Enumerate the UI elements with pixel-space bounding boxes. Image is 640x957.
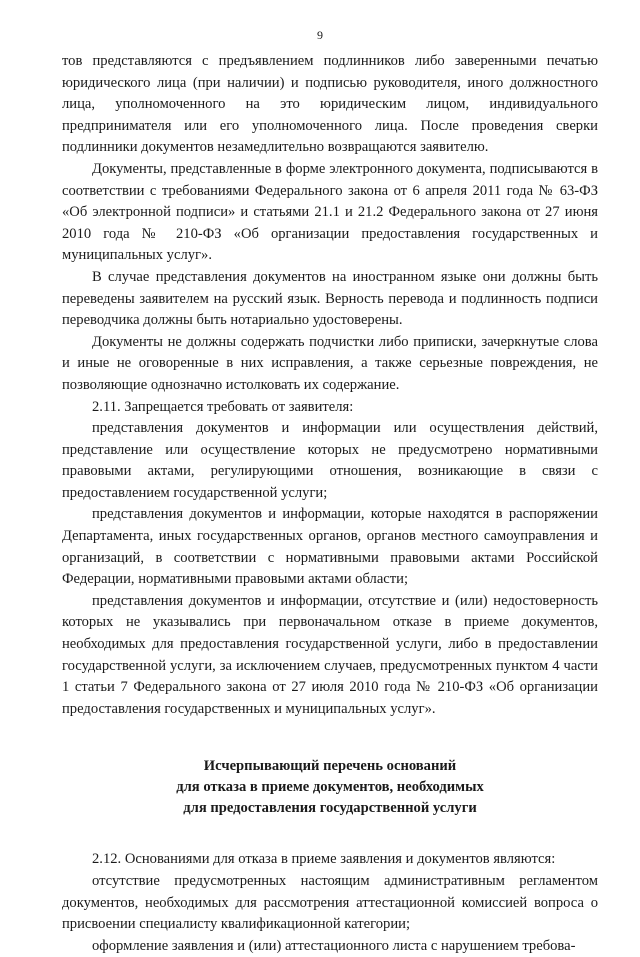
section-heading-line-3: для предоставления государственной услуги [183, 800, 477, 817]
section-heading-line-2: для отказа в приеме документов, необходимых [176, 779, 484, 796]
paragraph-2-12-item-1: отсутствие предусмотренных настоящим административным регламентом документов, необходимых для рассмотрения аттестационной комиссией вопроса о присвоении специалисту квалификационной категории; [62, 873, 598, 933]
paragraph-foreign-language: В случае представления документов на иностранном языке они должны быть переведены заявителем на русский язык. Верность перевода и подлинность подписи переводчика должны быть нотариально удостоверены. [62, 268, 598, 329]
section-heading-line-1: Исчерпывающий перечень оснований [203, 758, 457, 775]
document-body [62, 51, 598, 957]
paragraph-electronic-documents: Документы, представленные в форме электронного документа, подписываются в соответствии с требованиями Федерального закона от 6 апреля 2011 года № 63-ФЗ «Об электронной подписи» и статьями 21.1 и 21.2 Федерального закона от 27 июня 2010 года № 210-ФЗ «Об организации предоставления государственных и муниципальных услуг». [62, 160, 598, 264]
paragraph-verification: тов представляются с предъявлением подлинников либо заверенными печатью юридического лица (при наличии) и подписью руководителя, иного должностного лица, уполномоченного на это юридическим лицом, индивидуального предпринимателя или его уполномоченного лица. После проведения сверки подлинники документов незамедлительно возвращаются заявителю. [62, 53, 598, 156]
paragraph-no-corrections: Документы не должны содержать подчистки либо приписки, зачеркнутые слова и иные не оговоренные в них исправления, а также серьезные повреждения, не позволяющие однозначно истолковать их содержание. [62, 333, 598, 393]
page-number: 9 [317, 28, 323, 42]
paragraph-2-12-item-2: оформление заявления и (или) аттестационного листа с нарушением требова- [92, 937, 576, 954]
paragraph-2-11-item-2: представления документов и информации, которые находятся в распоряжении Департамента, иных государственных органов, органов местного самоуправления и организаций, в соответствии с нормативными правовыми актами Российской Федерации, нормативными правовыми актами области; [62, 506, 598, 588]
section-heading [62, 756, 598, 819]
paragraph-2-11-title: 2.11. Запрещается требовать от заявителя: [92, 398, 354, 415]
paragraph-2-11-item-1: представления документов и информации или осуществления действий, представление или осуществление которых не предусмотрено нормативными правовыми актами, регулирующими отношения, возникающие в связи с предоставлением государственной услуги; [62, 420, 598, 501]
paragraph-2-11-item-3: представления документов и информации, отсутствие и (или) недостоверность которых не указывались при первоначальном отказе в приеме документов, необходимых для предоставления государственной услуги, либо в предоставлении государственной услуги, за исключением случаев, предусмотренных пунктом 4 части 1 статьи 7 Федерального закона от 27 июля 2010 года № 210-ФЗ «Об организации предоставления государственных и муниципальных услуг». [62, 592, 598, 717]
paragraph-2-12-title: 2.12. Основаниями для отказа в приеме заявления и документов являются: [92, 851, 556, 868]
